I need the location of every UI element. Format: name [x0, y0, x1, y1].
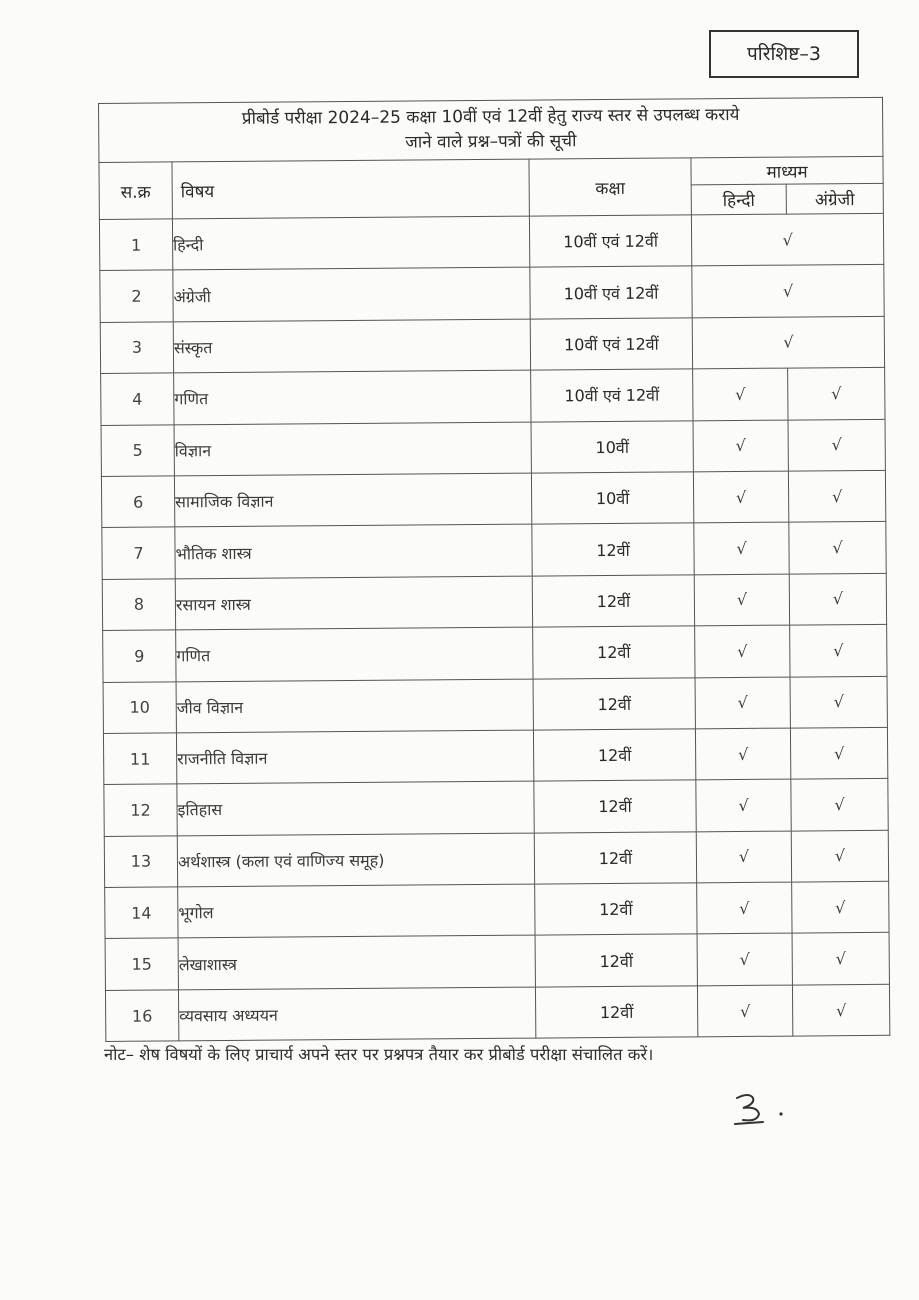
- subject-cell: भूगोल: [178, 884, 535, 938]
- hindi-tick-cell: √: [697, 985, 792, 1037]
- class-cell: 12वीं: [533, 626, 695, 679]
- serial-number-cell: 10: [103, 681, 176, 733]
- serial-number-cell: 12: [104, 784, 177, 836]
- serial-number-cell: 4: [101, 373, 174, 425]
- table-row: [99, 213, 883, 271]
- hindi-tick-cell: √: [697, 882, 792, 934]
- serial-number-cell: 11: [103, 733, 176, 785]
- hindi-tick-cell: √: [696, 831, 791, 883]
- serial-number-cell: 9: [103, 630, 176, 682]
- hindi-tick-cell: √: [695, 625, 790, 677]
- hindi-tick-cell: √: [694, 574, 789, 626]
- table-row: [104, 830, 888, 888]
- question-paper-table: [98, 97, 890, 1042]
- table-title-line-1: प्रीबोर्ड परीक्षा 2024–25 कक्षा 10वीं एवं 12वीं हेतु राज्य स्तर से उपलब्ध कराये: [241, 104, 740, 129]
- table-row: [104, 779, 888, 837]
- class-cell: 12वीं: [535, 883, 697, 936]
- english-tick-cell: √: [791, 830, 888, 882]
- serial-number-cell: 8: [102, 579, 175, 631]
- subject-cell: गणित: [176, 627, 533, 681]
- table-row: [103, 624, 887, 682]
- header-subject: विषय: [172, 159, 529, 219]
- header-serial: स.क्र: [99, 162, 172, 220]
- table-row: [101, 419, 885, 477]
- serial-number-cell: 13: [104, 836, 177, 888]
- serial-number-cell: 5: [101, 424, 174, 476]
- subject-cell: हिन्दी: [172, 216, 529, 270]
- header-medium: माध्यम: [691, 156, 883, 185]
- annexure-label: परिशिष्ट–3: [709, 30, 859, 78]
- english-tick-cell: √: [789, 522, 886, 574]
- class-cell: 10वीं: [531, 420, 693, 473]
- english-tick-cell: √: [790, 676, 887, 728]
- class-cell: 10वीं एवं 12वीं: [529, 215, 691, 268]
- hindi-tick-cell: √: [697, 934, 792, 986]
- subject-cell: भौतिक शास्त्र: [175, 524, 532, 578]
- english-tick-cell: √: [788, 470, 885, 522]
- serial-number-cell: 14: [105, 887, 178, 939]
- hindi-tick-cell: √: [693, 368, 788, 420]
- class-cell: 12वीं: [534, 780, 696, 833]
- medium-tick-cell: √: [692, 316, 884, 369]
- footer-note: नोट– शेष विषयों के लिए प्राचार्य अपने स्तर पर प्रश्नपत्र तैयार कर प्रीबोर्ड परीक्षा संचालित करें।: [104, 1045, 654, 1064]
- english-tick-cell: √: [791, 779, 888, 831]
- serial-number-cell: 2: [100, 270, 173, 322]
- english-tick-cell: √: [788, 368, 885, 420]
- subject-cell: राजनीति विज्ञान: [176, 730, 533, 784]
- english-tick-cell: √: [789, 573, 886, 625]
- medium-tick-cell: √: [692, 265, 884, 318]
- subject-cell: अंग्रेजी: [173, 268, 530, 322]
- subject-cell: सामाजिक विज्ञान: [174, 473, 531, 527]
- serial-number-cell: 1: [99, 219, 172, 271]
- table-title-line-2: जाने वाले प्रश्न–पत्रों की सूची: [405, 131, 577, 153]
- english-tick-cell: √: [792, 984, 889, 1036]
- medium-tick-cell: √: [691, 213, 883, 266]
- table-row: [100, 316, 884, 374]
- table-title: [99, 97, 884, 162]
- table-row: [101, 470, 885, 528]
- table-row: [103, 676, 887, 734]
- hindi-tick-cell: √: [696, 779, 791, 831]
- hindi-tick-cell: √: [695, 677, 790, 729]
- table-row: [105, 984, 889, 1042]
- class-cell: 12वीं: [533, 677, 695, 730]
- class-cell: 12वीं: [532, 575, 694, 628]
- table-body: [99, 213, 889, 1041]
- signature-initials: [729, 1088, 799, 1128]
- hindi-tick-cell: √: [695, 728, 790, 780]
- hindi-tick-cell: √: [694, 522, 789, 574]
- subject-cell: संस्कृत: [173, 319, 530, 373]
- class-cell: 12वीं: [535, 934, 697, 987]
- subject-cell: अर्थशास्त्र (कला एवं वाणिज्य समूह): [177, 833, 534, 887]
- subject-cell: रसायन शास्त्र: [175, 576, 532, 630]
- subject-cell: इतिहास: [177, 781, 534, 835]
- table-row: [102, 522, 886, 580]
- serial-number-cell: 15: [105, 938, 178, 990]
- hindi-tick-cell: √: [693, 471, 788, 523]
- table-row: [100, 265, 884, 323]
- table-row: [102, 573, 886, 631]
- class-cell: 12वीं: [533, 729, 695, 782]
- class-cell: 10वीं: [531, 472, 693, 525]
- header-english: अंग्रेजी: [786, 184, 883, 214]
- header-class: कक्षा: [529, 158, 691, 216]
- serial-number-cell: 3: [100, 322, 173, 374]
- table-title-row: [99, 97, 884, 162]
- serial-number-cell: 6: [101, 476, 174, 528]
- english-tick-cell: √: [790, 624, 887, 676]
- class-cell: 12वीं: [532, 523, 694, 576]
- english-tick-cell: √: [792, 933, 889, 985]
- class-cell: 10वीं एवं 12वीं: [531, 369, 693, 422]
- table-row: [101, 368, 885, 426]
- subject-cell: विज्ञान: [174, 422, 531, 476]
- class-cell: 12वीं: [534, 832, 696, 885]
- table-row: [103, 727, 887, 785]
- serial-number-cell: 16: [105, 990, 178, 1042]
- class-cell: 10वीं एवं 12वीं: [530, 318, 692, 371]
- serial-number-cell: 7: [102, 527, 175, 579]
- english-tick-cell: √: [792, 881, 889, 933]
- table-row: [105, 933, 889, 991]
- subject-cell: गणित: [174, 370, 531, 424]
- class-cell: 12वीं: [535, 986, 697, 1039]
- subject-cell: जीव विज्ञान: [176, 679, 533, 733]
- subject-cell: लेखाशास्त्र: [178, 936, 535, 990]
- english-tick-cell: √: [790, 727, 887, 779]
- header-hindi: हिन्दी: [691, 185, 786, 215]
- english-tick-cell: √: [788, 419, 885, 471]
- table-row: [105, 881, 889, 939]
- hindi-tick-cell: √: [693, 420, 788, 472]
- class-cell: 10वीं एवं 12वीं: [530, 266, 692, 319]
- subject-cell: व्यवसाय अध्ययन: [178, 987, 535, 1041]
